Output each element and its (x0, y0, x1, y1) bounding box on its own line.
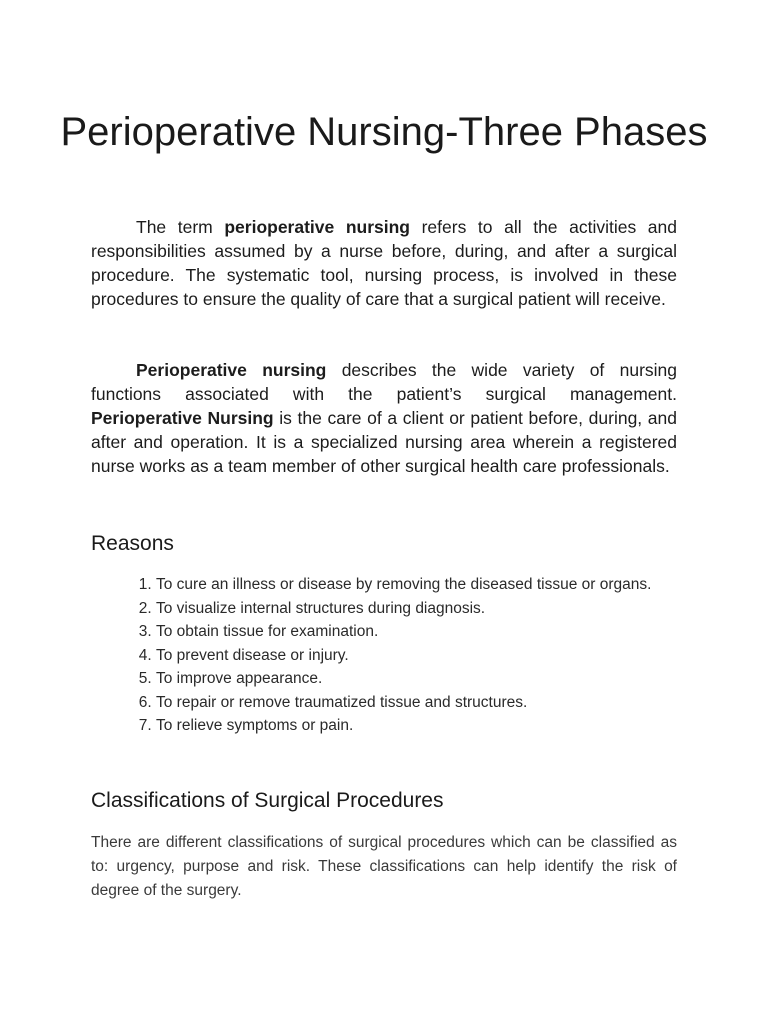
description-text-1: describes the wide variety of nursing functions associated with the patient’s surgical management. (91, 360, 678, 404)
list-item: 5. To improve appearance. (156, 667, 696, 691)
reasons-heading: Reasons (91, 532, 174, 555)
bold-term-perioperative-nursing-1: Perioperative nursing (136, 360, 327, 380)
classifications-heading: Classifications of Surgical Procedures (91, 789, 444, 812)
intro-paragraph (91, 215, 677, 311)
reasons-list (131, 573, 696, 738)
page-title: Perioperative Nursing-Three Phases (60, 110, 708, 154)
description-paragraph (91, 358, 677, 478)
description-text-2: is the care of a client or patient before, during, and after and operation. It is a specialized nursing area wherein a registered nurse works as a team member of other surgical health care professionals. (91, 408, 677, 476)
list-item: 4. To prevent disease or injury. (156, 644, 696, 668)
intro-paragraph-rest: refers to all the activities and responsibilities assumed by a nurse before, during, and after a surgical procedure. The systematic tool, nursing process, is involved in these procedures to ensure the quality of care that a surgical patient will receive. (91, 217, 678, 309)
list-item: 6. To repair or remove traumatized tissue and structures. (156, 691, 696, 715)
intro-text: The term (136, 217, 225, 237)
list-item: 7. To relieve symptoms or pain. (156, 714, 696, 738)
classifications-paragraph: There are different classifications of surgical procedures which can be classified as to: urgency, purpose and risk. These classifications can help identify the risk of degree of the surgery. (91, 834, 677, 899)
list-item: 3. To obtain tissue for examination. (156, 620, 696, 644)
list-item: 2. To visualize internal structures during diagnosis. (156, 597, 696, 621)
list-item: 1. To cure an illness or disease by removing the diseased tissue or organs. (156, 573, 696, 597)
bold-term-perioperative-nursing: perioperative nursing (224, 217, 411, 237)
bold-term-perioperative-nursing-2: Perioperative Nursing (91, 408, 274, 428)
